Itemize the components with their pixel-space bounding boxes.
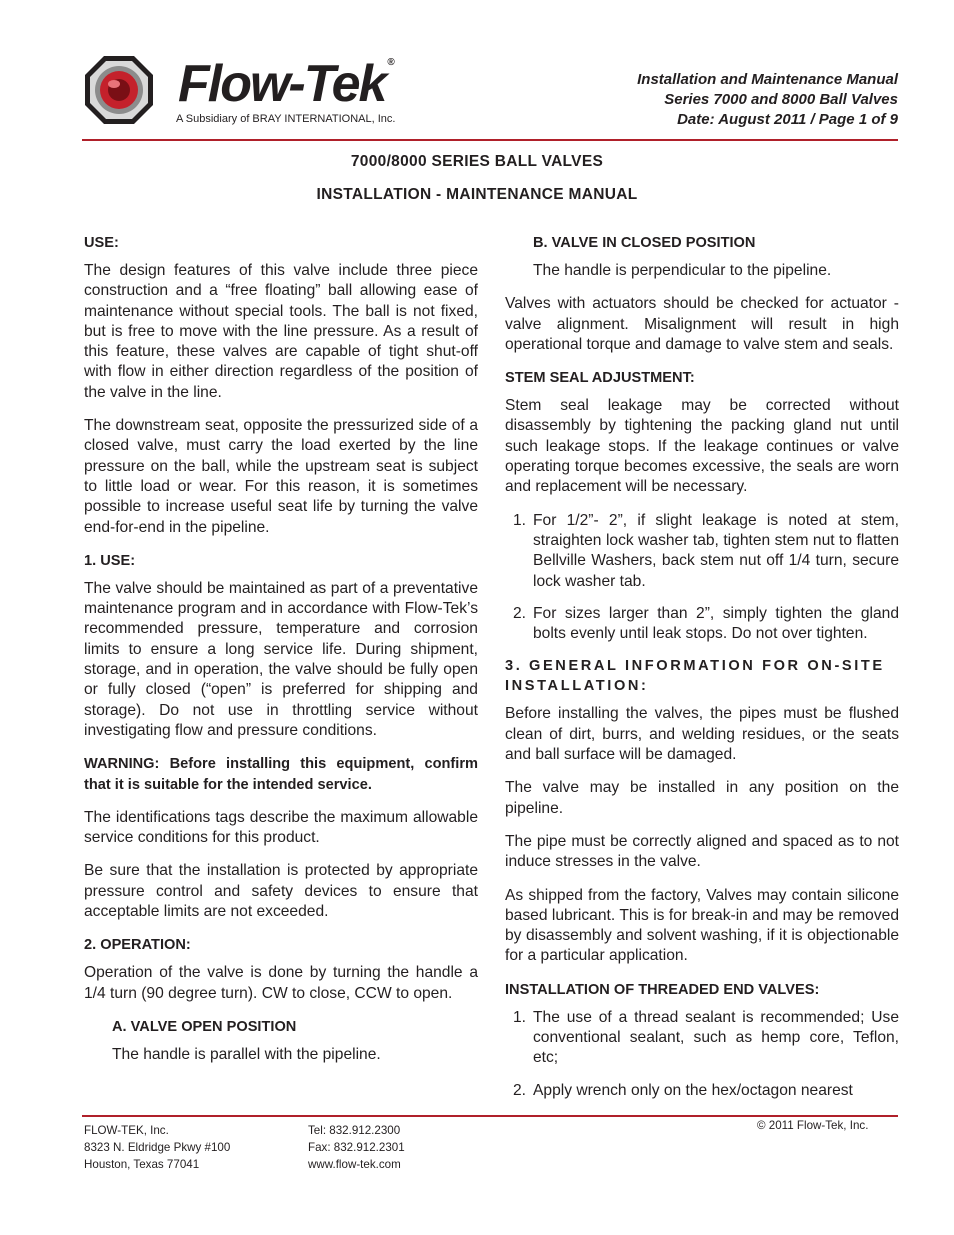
tags-paragraph: The identifications tags describe the maximum allowable service conditions for this product. (84, 808, 478, 847)
valve-open-heading: A. VALVE OPEN POSITION (112, 1018, 297, 1035)
use-heading: USE: (84, 235, 119, 251)
address-line-2: Houston, Texas 77041 (84, 1158, 200, 1171)
operation-paragraph: Operation of the valve is done by turning the handle a 1/4 turn (90 degree turn). CW to close, CCW to open. (84, 964, 478, 1002)
list-item: 1. The use of a thread sealant is recommended; Use conventional sealant, such as hemp core, Teflon, etc; (513, 1008, 899, 1067)
use-paragraph-2: The downstream seat, opposite the pressurized side of a closed valve, must carry the load exerted by the line pressure on the ball, while the upstream seat is subject to little load or wear. For this reason, it is sometimes possible to increase useful seat life by turning the valve end-for-end in the pipeline. (84, 417, 478, 536)
valve-closed-paragraph: The handle is perpendicular to the pipeline. (533, 262, 832, 279)
general-info-heading: 3. GENERAL INFORMATION FOR ON-SITE INSTALLATION: (505, 658, 885, 695)
list-item: 2. For sizes larger than 2”, simply tighten the gland bolts evenly until leak stops. Do not over tighten. (513, 604, 899, 643)
brand-wordmark: Flow-Tek ® (178, 55, 395, 113)
general-paragraph-3: The pipe must be correctly aligned and spaced as to not induce stresses in the valve. (505, 832, 899, 871)
general-paragraph-4: As shipped from the factory, Valves may contain silicone based lubricant. This is for break-in and may be removed by disassembly and solvent washing, if it is objectionable for a particular application. (505, 886, 899, 965)
left-column (84, 233, 478, 1078)
warning-text: WARNING: Before installing this equipment, confirm that it is suitable for the intended service. (84, 756, 478, 793)
subsidiary-text: A Subsidiary of BRAY INTERNATIONAL, Inc. (176, 113, 396, 125)
use-paragraph-1: The design features of this valve include three piece construction and a “free floating” ball allowing ease of maintenance without special tools. The ball is not fixed, but is free to move with the line pressure. As a result of this feature, these valves are capable of tight shut-off with flow in either direction regardless of the position of the valve in the line. (84, 262, 478, 401)
telephone: Tel: 832.912.2300 (308, 1124, 401, 1137)
valve-closed-heading: B. VALVE IN CLOSED POSITION (533, 235, 756, 251)
general-paragraph-1: Before installing the valves, the pipes must be flushed clean of dirt, burrs, and welding residues, or the seats and ball surface will be damaged. (505, 705, 899, 764)
stem-seal-paragraph: Stem seal leakage may be corrected without disassembly by tightening the packing gland nut until such leakage stops. If the leakage continues or valve operating torque becomes excessive, the seals are worn and replacement will be necessary. (505, 397, 899, 496)
fax: Fax: 832.912.2301 (308, 1141, 405, 1154)
valve-open-paragraph: The handle is parallel with the pipeline. (112, 1045, 381, 1063)
threaded-end-heading: INSTALLATION OF THREADED END VALVES: (505, 981, 820, 998)
list-item: 1. For 1/2”- 2”, if slight leakage is noted at stem, straighten lock washer tab, tighten stem nut to flatten Bellville Washers, back stem nut off 1/4 turn, secure lock washer tab. (513, 511, 899, 590)
right-column (505, 233, 899, 1113)
maintenance-paragraph: The valve should be maintained as part of a preventative maintenance program and in accordance with Flow-Tek’s recommended pressure, temperature and corrosion limits to ensure a long service life. During shipment, storage, and in operation, the valve should be fully open or fully closed (“open” is preferred for shipping and storage). Do not use in throttling service without investigating flow and pressure conditions. (84, 579, 478, 739)
website-link[interactable]: www.flow-tek.com (308, 1158, 401, 1171)
protection-paragraph: Be sure that the installation is protected by appropriate pressure control and safety devices to ensure that acceptable limits are not exceeded. (84, 862, 478, 921)
manual-heading: INSTALLATION - MAINTENANCE MANUAL (316, 186, 638, 203)
footer-address (84, 1122, 230, 1173)
actuator-paragraph: Valves with actuators should be checked for actuator -valve alignment. Misalignment will result in high operational torque and damage to valve stem and seals. (505, 295, 899, 353)
list-item: 2. Apply wrench only on the hex/octagon nearest (513, 1081, 853, 1099)
company-name: FLOW-TEK, Inc. (84, 1124, 169, 1137)
document-header-info (637, 70, 898, 130)
manual-title: Installation and Maintenance Manual (637, 71, 898, 88)
series-line: Series 7000 and 8000 Ball Valves (664, 91, 898, 108)
stem-seal-heading: STEM SEAL ADJUSTMENT: (505, 370, 695, 387)
footer-contact (308, 1122, 405, 1173)
copyright: © 2011 Flow-Tek, Inc. (757, 1119, 869, 1132)
stem-seal-list (505, 511, 899, 645)
address-line-1: 8323 N. Eldridge Pkwy #100 (84, 1141, 231, 1154)
header-rule (82, 139, 898, 141)
threaded-end-list (505, 1008, 899, 1101)
flowtek-logo-icon (84, 55, 154, 125)
use-section-heading: 1. USE: (84, 552, 136, 569)
date-page-line: Date: August 2011 / Page 1 of 9 (677, 111, 898, 128)
series-title: 7000/8000 SERIES BALL VALVES (350, 153, 604, 170)
general-paragraph-2: The valve may be installed in any position on the pipeline. (505, 779, 899, 817)
operation-heading: 2. OPERATION: (84, 937, 191, 954)
footer-rule (82, 1115, 898, 1117)
